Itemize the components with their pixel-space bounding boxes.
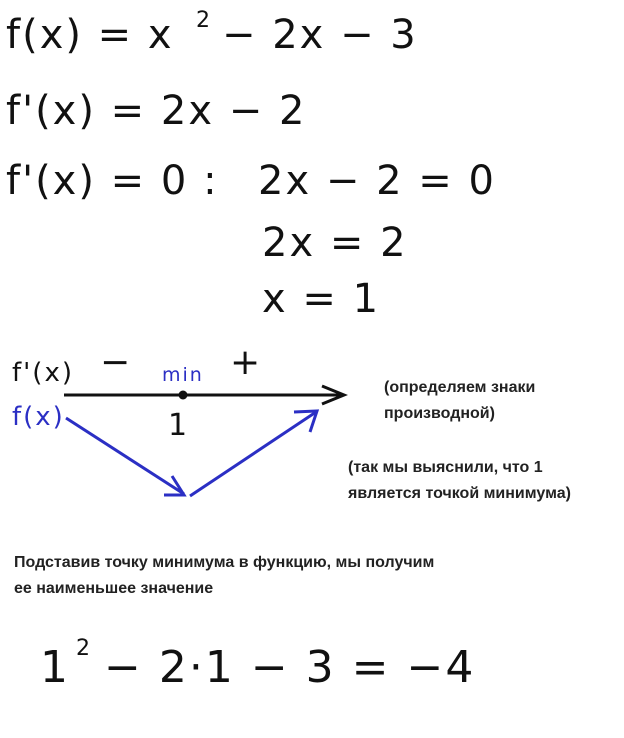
sign-minus: − xyxy=(100,342,133,383)
function-exponent: 2 xyxy=(196,8,210,33)
derivative-label: f'(x) xyxy=(12,358,74,388)
equation-step: 2x = 2 xyxy=(262,220,408,266)
point-label: 1 xyxy=(168,408,190,443)
equation-result: x = 1 xyxy=(262,276,381,322)
min-label: min xyxy=(162,364,204,386)
function-left: f(x) = x xyxy=(6,12,174,58)
critical-point-dot xyxy=(179,391,188,400)
decreasing-arrowhead xyxy=(164,476,184,495)
function-right: − 2x − 3 xyxy=(222,12,418,58)
equation-derivative-zero: f'(x) = 0 : xyxy=(6,158,219,204)
equation-solve: 2x − 2 = 0 xyxy=(258,158,496,204)
decreasing-arrow xyxy=(66,418,184,494)
final-exponent: 2 xyxy=(76,636,90,661)
final-expression: − 2·1 − 3 = −4 xyxy=(104,642,476,693)
function-label: f(x) xyxy=(12,402,65,432)
equation-derivative: f'(x) = 2x − 2 xyxy=(6,88,307,134)
substitution-text: Подставив точку минимума в функцию, мы получим ее наименьшее значение xyxy=(14,554,435,597)
increasing-arrow xyxy=(190,412,316,496)
min-note: (так мы выяснили, что 1 является точкой минимума) xyxy=(348,459,571,502)
final-base: 1 xyxy=(40,642,70,693)
signs-note: (определяем знаки производной) xyxy=(384,379,536,422)
sign-plus: + xyxy=(230,342,263,383)
